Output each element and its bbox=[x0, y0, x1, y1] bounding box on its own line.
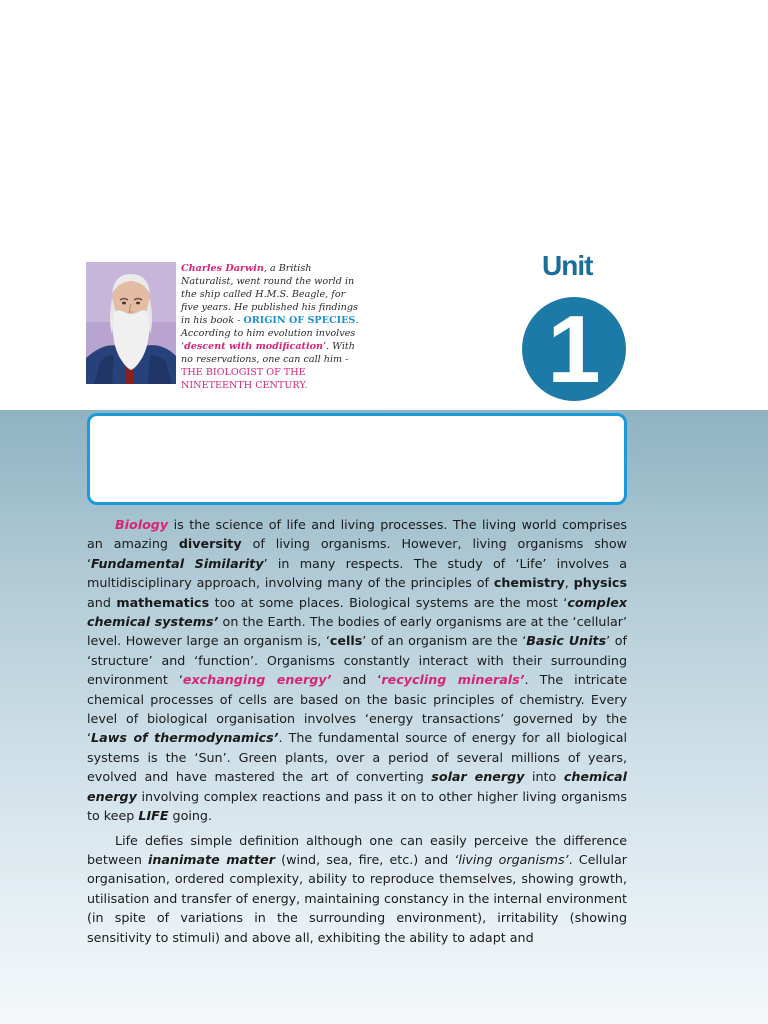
unit-number: 1 bbox=[547, 296, 601, 403]
darwin-caption bbox=[181, 262, 361, 392]
term-mathematics: mathematics bbox=[116, 594, 210, 610]
text-run: , bbox=[564, 575, 574, 591]
text-run: going. bbox=[168, 808, 213, 824]
body-text bbox=[87, 515, 627, 952]
biologist-title: THE BIOLOGIST OF THE NINETEENTH CENTURY. bbox=[181, 367, 308, 391]
caption-quote-open: ‘ bbox=[181, 341, 185, 352]
text-run: and bbox=[87, 594, 117, 610]
term-solar-energy: solar energy bbox=[431, 769, 525, 785]
term-diversity: diversity bbox=[178, 536, 242, 552]
term-chemistry: chemistry bbox=[493, 575, 565, 591]
term-physics: physics bbox=[573, 575, 627, 591]
unit-number-badge bbox=[522, 297, 626, 401]
objectives-box bbox=[87, 413, 627, 505]
darwin-portrait bbox=[86, 262, 176, 384]
text-run: ’ of ‘structure’ and ‘function’. Organisms constantly interact with their surrounding environment ‘ bbox=[87, 633, 627, 688]
text-run: . The intricate chemical processes of cells are based on the basic principles of chemistry. Every level of biological organisation involves ‘energy transactions’ governed by the ‘ bbox=[87, 672, 627, 746]
term-fundamental-similarity: Fundamental Similarity bbox=[91, 555, 264, 571]
term-biology: Biology bbox=[115, 517, 169, 532]
paragraph-1 bbox=[87, 515, 627, 826]
term-complex-chemical-systems: complex chemical systems’ bbox=[87, 594, 628, 630]
text-run: ’ of an organism are the ‘ bbox=[362, 633, 527, 649]
term-basic-units: Basic Units bbox=[526, 633, 607, 649]
book-title: ORIGIN OF SPECIES bbox=[243, 315, 356, 326]
text-run: Life defies simple definition although one can easily perceive the difference between bbox=[87, 832, 627, 867]
text-run: involving complex reactions and pass it on to other higher living organisms to keep bbox=[87, 788, 627, 824]
text-run: too at some places. Biological systems are the most ‘ bbox=[209, 594, 568, 610]
term-inanimate-matter: inanimate matter bbox=[147, 851, 276, 867]
text-run: on the Earth. The bodies of early organisms are at the ‘cellular’ level. However large an organism is, ‘ bbox=[87, 614, 627, 649]
text-run: and ‘ bbox=[331, 672, 382, 688]
unit-label: Unit bbox=[542, 250, 593, 281]
text-run: is the science of life and living processes. The living world comprises an amazing bbox=[87, 517, 627, 552]
term-cells: cells bbox=[329, 633, 363, 649]
text-run: of living organisms. However, living organisms show ‘ bbox=[87, 536, 627, 571]
text-run: (wind, sea, fire, etc.) and bbox=[275, 851, 455, 867]
text-run: . The fundamental source of energy for all biological systems is the ‘Sun’. Green plants, over a period of several millions of years, evolved and have mastered the art of converting bbox=[87, 730, 628, 785]
caption-text-3: ’. With no reservations, one can call him - bbox=[181, 341, 355, 365]
paragraph-2 bbox=[87, 831, 627, 947]
term-life: LIFE bbox=[138, 808, 169, 824]
term-chemical-energy: chemical energy bbox=[87, 769, 627, 804]
text-run: . Cellular organisation, ordered complexity, ability to reproduce themselves, showing growth, utilisation and transfer of energy, maintaining constancy in the internal environment (in spite of variations in the surrounding environment), irritability (showing sensitivity to stimuli) and above all, exhibiting the ability to adapt and bbox=[87, 851, 628, 945]
text-run: ’ in many respects. The study of ‘Life’ involves a multidisciplinary approach, involving many of the principles of bbox=[87, 555, 627, 591]
term-laws-of-thermodynamics: Laws of thermodynamics’ bbox=[91, 730, 279, 746]
darwin-name: Charles Darwin bbox=[181, 263, 264, 274]
term-exchanging-energy: exchanging energy’ bbox=[182, 672, 332, 688]
term-recycling-minerals: recycling minerals’ bbox=[381, 672, 525, 688]
term-living-organisms: ‘living organisms’ bbox=[454, 851, 569, 867]
caption-text-2: . According to him evolution involves bbox=[181, 315, 359, 339]
text-run: into bbox=[524, 769, 564, 785]
descent-phrase: descent with modification bbox=[184, 341, 324, 352]
caption-text-1: , a British Naturalist, went round the world in the ship called H.M.S. Beagle, for five years. He published his findings in his book - bbox=[181, 263, 358, 326]
